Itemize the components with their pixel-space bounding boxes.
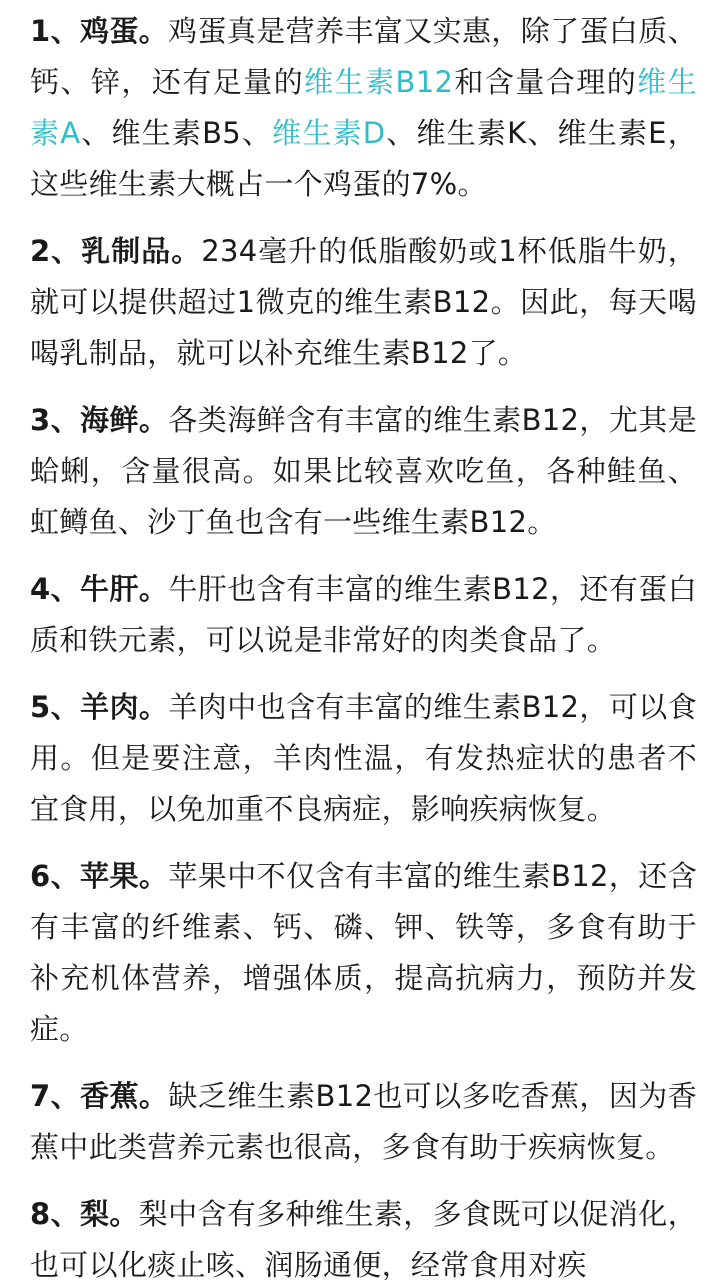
paragraph-text: 缺乏维生素B12也可以多吃香蕉，因为香蕉中此类营养元素也很高，多食有助于疾病恢复。 (30, 1079, 697, 1164)
paragraph-text: 羊肉中也含有丰富的维生素B12，可以食用。但是要注意，羊肉性温，有发热症状的患者不宜食用，以免加重不良病症，影响疾病恢复。 (30, 690, 697, 826)
paragraph-text: 各类海鲜含有丰富的维生素B12，尤其是蛤蜊，含量很高。如果比较喜欢吃鱼，各种鲑鱼、虹鳟鱼、沙丁鱼也含有一些维生素B12。 (30, 403, 697, 539)
paragraph-title: 1、鸡蛋。 (30, 14, 169, 48)
paragraph-seafood (30, 395, 697, 548)
paragraph-pear (30, 1189, 697, 1280)
paragraph-title: 2、乳制品。 (30, 234, 202, 268)
paragraph-title: 4、牛肝。 (30, 572, 169, 606)
paragraph-text: 牛肝也含有丰富的维生素B12，还有蛋白质和铁元素，可以说是非常好的肉类食品了。 (30, 572, 697, 657)
paragraph-text: 、维生素K、维生素E，这些维生素大概占一个鸡蛋的7%。 (30, 116, 698, 201)
paragraph-title: 7、香蕉。 (30, 1079, 169, 1113)
paragraph-text: 梨中含有多种维生素，多食既可以促消化，也可以化痰止咳、润肠通便，经常食用对疾 (30, 1197, 697, 1280)
paragraph-text: 苹果中不仅含有丰富的维生素B12，还含有丰富的纤维素、钙、磷、钾、铁等，多食有助于补充机体营养，增强体质，提高抗病力，预防并发症。 (30, 859, 697, 1046)
paragraph-dairy (30, 226, 697, 379)
paragraph-beef-liver (30, 564, 697, 666)
paragraph-egg (30, 6, 697, 210)
paragraph-title: 8、梨。 (30, 1197, 139, 1231)
vitamin-d-link[interactable]: 维生素D (272, 116, 386, 150)
paragraph-mutton (30, 682, 697, 835)
paragraph-text: 鸡蛋真是营养丰富又实惠，除了蛋白质、钙、锌，还有足量的 (30, 14, 697, 99)
paragraph-text: 、维生素B5、 (80, 116, 273, 150)
paragraph-apple (30, 851, 697, 1055)
paragraph-banana (30, 1071, 697, 1173)
paragraph-title: 6、苹果。 (30, 859, 169, 893)
paragraph-text: 234毫升的低脂酸奶或1杯低脂牛奶，就可以提供超过1微克的维生素B12。因此，每天喝喝乳制品，就可以补充维生素B12了。 (30, 234, 697, 370)
paragraph-title: 3、海鲜。 (30, 403, 169, 437)
paragraph-title: 5、羊肉。 (30, 690, 169, 724)
vitamin-b12-link[interactable]: 维生素B12 (304, 65, 454, 99)
vitamin-a-link[interactable]: 维生素A (30, 65, 697, 150)
paragraph-text: 和含量合理的 (453, 65, 638, 99)
